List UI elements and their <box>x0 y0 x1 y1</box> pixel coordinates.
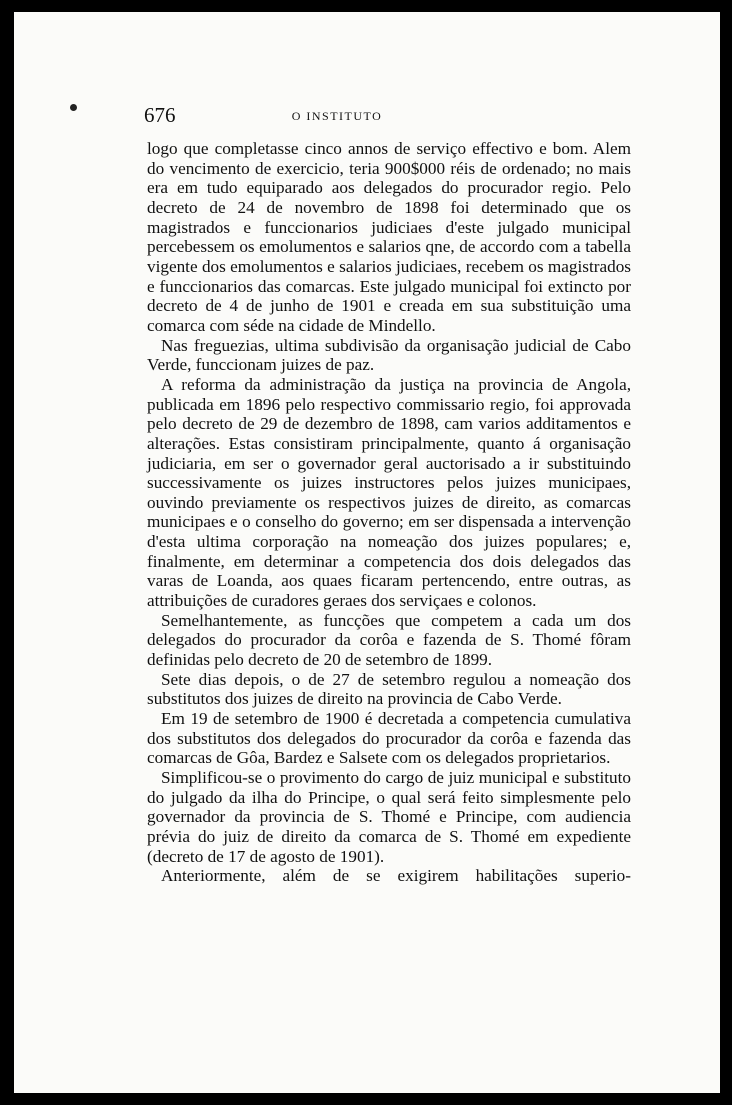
page-number: 676 <box>144 103 176 127</box>
body-text <box>147 139 631 886</box>
paragraph: Em 19 de setembro de 1900 é decretada a competencia cumulativa dos substitutos dos delegados do procurador da corôa e fazenda das comarcas de Gôa, Bardez e Salsete com os delegados proprietarios. <box>147 709 631 768</box>
paragraph: A reforma da administração da justiça na provincia de Angola, publicada em 1896 pelo respectivo commissario regio, foi approvada pelo decreto de 29 de dezembro de 1898, cam varios additamentos e alterações. Estas consistiram principalmente, quanto á organisação judiciaria, em ser o governador geral auctorisado a ir substituindo successivamente os juizes instructores pelos juizes municipaes, ouvindo previamente os respectivos juizes de direito, as comarcas municipaes e o conselho do governo; em ser dispensada a intervenção d'esta ultima corporação na nomeação dos juizes populares; e, finalmente, em determinar a competencia dos dois delegados das varas de Loanda, aos quaes ficaram pertencendo, entre outras, as attribuições de curadores geraes dos serviçaes e colonos. <box>147 374 631 611</box>
paragraph: Simplificou-se o provimento do cargo de juiz municipal e substituto do julgado da ilha do Principe, o qual será feito simplesmente pelo governador da provincia de S. Thomé e Principe, com audiencia prévia do juiz de direito da comarca de S. Thomé em expediente (decreto de 17 de agosto de 1901). <box>147 768 631 866</box>
paragraph: Anteriormente, além de se exigirem habilitações superio- <box>161 866 631 886</box>
paragraph: Sete dias depois, o de 27 de setembro regulou a nomeação dos substitutos dos juizes de direito na provincia de Cabo Verde. <box>147 669 631 709</box>
page-header <box>144 103 530 129</box>
paragraph: Nas freguezias, ultima subdivisão da organisação judicial de Cabo Verde, funccionam juizes de paz. <box>147 335 631 375</box>
paragraph: Semelhantemente, as funcções que competem a cada um dos delegados do procurador da corôa e fazenda de S. Thomé fôram definidas pelo decreto de 20 de setembro de 1899. <box>147 610 631 670</box>
margin-mark <box>70 104 77 111</box>
book-page <box>14 12 720 1093</box>
paragraph: logo que completasse cinco annos de serviço effectivo e bom. Alem do vencimento de exercicio, teria 900$000 réis de ordenado; no mais era em tudo equiparado aos delegados do procurador regio. Pelo decreto de 24 de novembro de 1898 foi determinado que os magistrados e funccionarios judiciaes d'este julgado municipal percebessem os emolumentos e salarios qne, de accordo com a tabella vigente dos emolumentos e salarios judiciaes, recebem os magistrados e funccionarios das comarcas. Este julgado municipal foi extincto por decreto de 4 de junho de 1901 e creada em sua substituição uma comarca com séde na cidade de Mindello. <box>147 139 631 335</box>
running-title: O INSTITUTO <box>291 109 383 123</box>
